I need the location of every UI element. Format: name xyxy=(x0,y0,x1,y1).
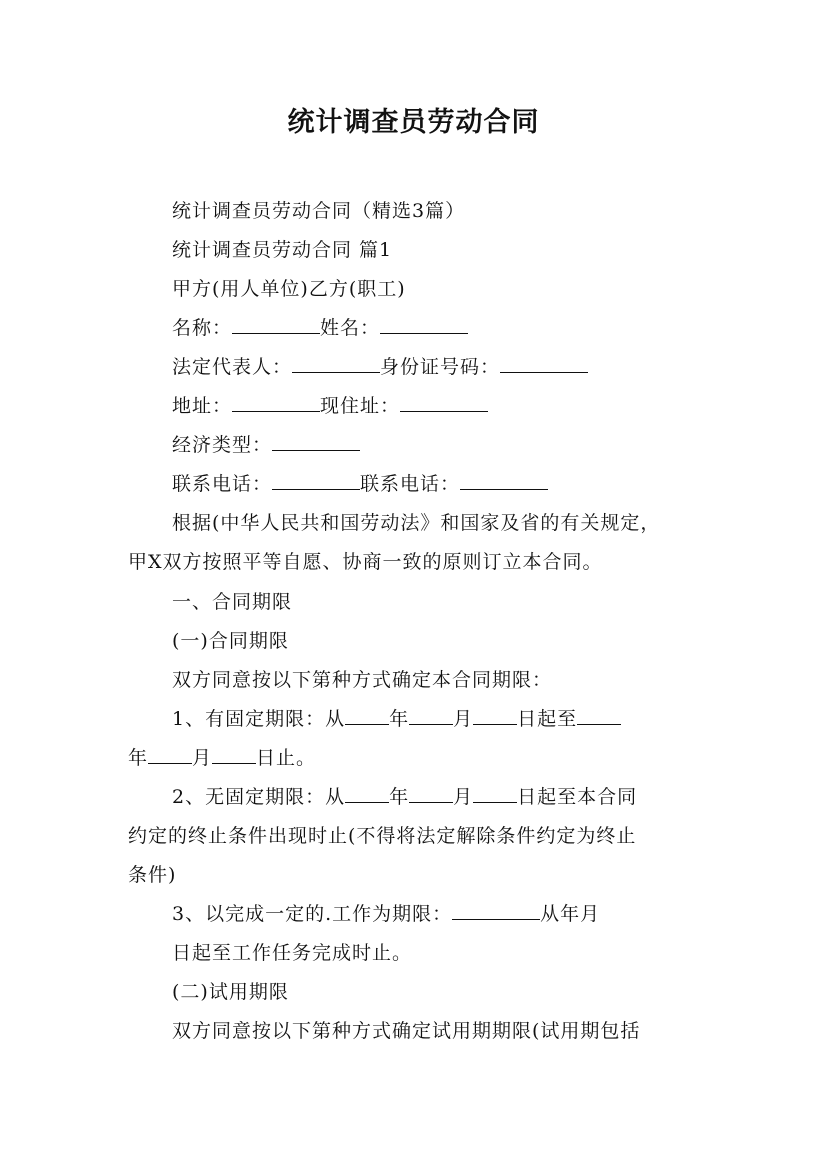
text: 双方同意按以下第种方式确定本合同期限： xyxy=(172,669,553,691)
blank-field xyxy=(473,784,517,803)
text: 月 xyxy=(453,786,474,808)
economic-type-line xyxy=(172,432,360,458)
blank-field xyxy=(272,432,360,451)
rep-fields-line xyxy=(172,354,588,380)
text: 条件) xyxy=(128,864,177,886)
subtitle-line xyxy=(172,198,465,224)
text: 约定的终止条件出现时止(不得将法定解除条件约定为终止 xyxy=(128,825,637,847)
blank-field xyxy=(212,745,256,764)
text: 年 xyxy=(389,708,410,730)
blank-field xyxy=(452,901,540,920)
blank-field xyxy=(409,784,453,803)
text: 年 xyxy=(389,786,410,808)
text: 日止。 xyxy=(256,747,317,769)
text: 2、无固定期限：从 xyxy=(172,786,346,808)
label: 现住址： xyxy=(320,395,401,417)
text: (二)试用期限 xyxy=(172,981,289,1003)
text: 根据(中华人民共和国劳动法》和国家及省的有关规定， xyxy=(172,512,661,534)
paragraph-line xyxy=(172,510,660,536)
document-title: 统计调查员劳动合同 xyxy=(287,107,540,138)
paragraph-line xyxy=(128,549,603,575)
text: 甲方(用人单位)乙方(职工) xyxy=(172,278,406,300)
label: 地址： xyxy=(172,395,233,417)
text: 双方同意按以下第种方式确定试用期期限(试用期包括 xyxy=(172,1020,641,1042)
label: 经济类型： xyxy=(172,434,273,456)
task-term-line xyxy=(172,901,600,927)
section-heading xyxy=(172,237,392,263)
text: 甲X双方按照平等自愿、协商一致的原则订立本合同。 xyxy=(128,551,603,573)
blank-field xyxy=(345,706,389,725)
blank-field xyxy=(272,471,360,490)
blank-field xyxy=(292,354,380,373)
paragraph-line xyxy=(172,667,552,693)
text: (一)合同期限 xyxy=(172,630,289,652)
paragraph-line xyxy=(172,1018,640,1044)
text: 统计调查员劳动合同（精选3篇） xyxy=(172,200,466,222)
name-fields-line xyxy=(172,315,468,341)
blank-field xyxy=(500,354,588,373)
text: 日起至 xyxy=(517,708,578,730)
label: 姓名： xyxy=(320,317,381,339)
blank-field xyxy=(577,706,621,725)
blank-field xyxy=(400,393,488,412)
text: 月 xyxy=(192,747,213,769)
text: 一、合同期限 xyxy=(172,591,293,613)
subsection-heading xyxy=(172,979,289,1005)
text: 3、以完成一定的.工作为期限： xyxy=(172,903,453,925)
text: 月 xyxy=(453,708,474,730)
text: 年 xyxy=(128,747,149,769)
text: 日起至本合同 xyxy=(517,786,638,808)
blank-field xyxy=(345,784,389,803)
label: 联系电话： xyxy=(360,473,461,495)
text: 统计调查员劳动合同 篇1 xyxy=(172,239,393,261)
subsection-heading xyxy=(172,628,289,654)
label: 联系电话： xyxy=(172,473,273,495)
blank-field xyxy=(380,315,468,334)
paragraph-line xyxy=(172,940,412,966)
label: 身份证号码： xyxy=(380,356,501,378)
paragraph-line xyxy=(128,823,636,849)
label: 名称： xyxy=(172,317,233,339)
blank-field xyxy=(409,706,453,725)
text: 日起至工作任务完成时止。 xyxy=(172,942,413,964)
fixed-term-line xyxy=(172,706,621,732)
text: 从年月 xyxy=(540,903,601,925)
label: 法定代表人： xyxy=(172,356,293,378)
blank-field xyxy=(460,471,548,490)
blank-field xyxy=(473,706,517,725)
fixed-term-line-cont xyxy=(128,745,316,771)
text: 1、有固定期限：从 xyxy=(172,708,346,730)
open-term-line xyxy=(172,784,637,810)
blank-field xyxy=(232,315,320,334)
section-heading xyxy=(172,589,292,615)
paragraph-line xyxy=(128,862,176,888)
blank-field xyxy=(148,745,192,764)
phone-fields-line xyxy=(172,471,548,497)
blank-field xyxy=(232,393,320,412)
parties-line xyxy=(172,276,406,302)
address-fields-line xyxy=(172,393,488,419)
